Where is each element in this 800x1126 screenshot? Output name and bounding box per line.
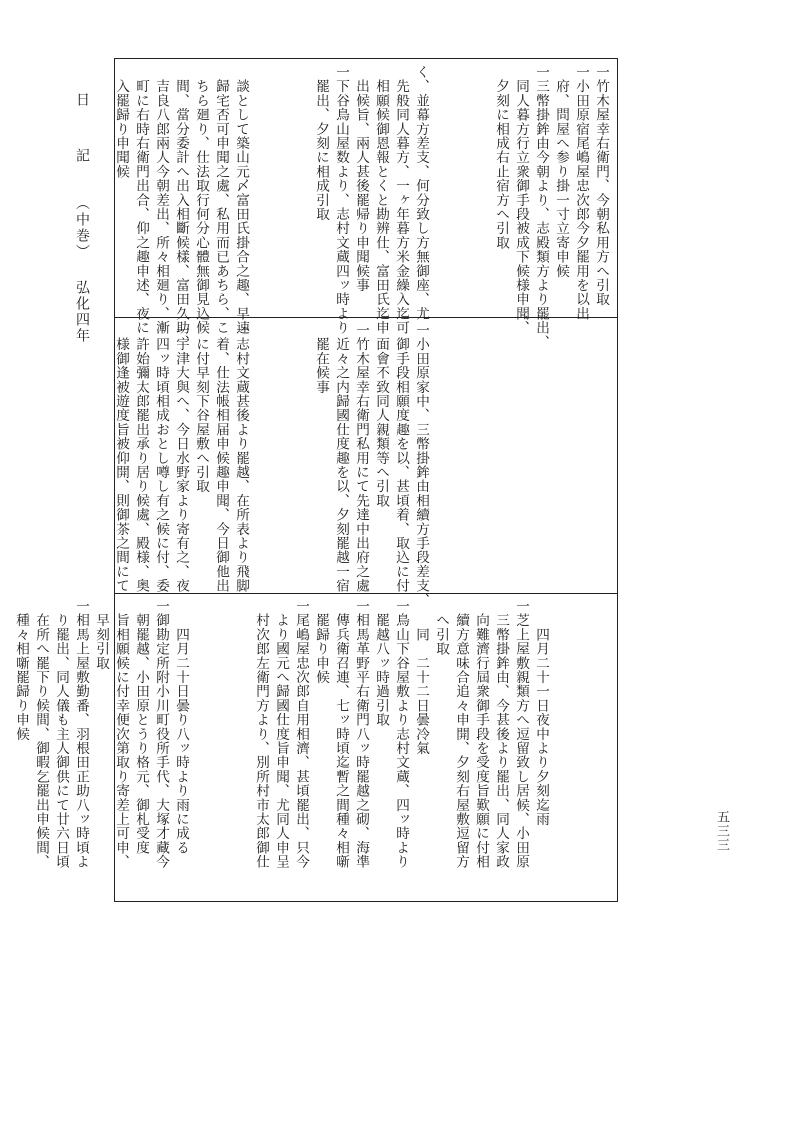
text-column: [251, 323, 271, 591]
text-column: 四ッ時頃相成おとし噂し有之候に付、委: [153, 323, 169, 593]
text-column: 一宇津大與へ、今日水野家より寄有之、夜: [173, 323, 189, 593]
text-column: 四月二十日曇り八ッ時より雨に成る: [173, 599, 189, 855]
text-column: [511, 323, 531, 591]
text-column: 旨相願候に付幸便次第取り寄差上可申、: [113, 599, 129, 869]
diary-title: 日 記: [74, 92, 90, 176]
text-column: 一志村文蔵甚後より罷越、在所表より飛脚: [233, 323, 249, 593]
text-column: 一御勘定所附小川町役所手代、大塚才藏今: [153, 599, 169, 869]
text-column: [531, 323, 551, 591]
text-column: 様御逢被遊度旨被仰開、則御茶之間にて: [113, 323, 129, 593]
text-column: 罷歸り申候: [313, 599, 329, 685]
text-column: 罷出、夕刻に相成引取: [313, 65, 329, 222]
text-column: 向難濟行屆衆御手段を受度旨歎願に付相: [473, 599, 489, 869]
text-column: 相願候御恩報とくと勘辨仕、富田氏迄申: [373, 65, 389, 335]
text-column: 町に右時右衛門出合、仰之趣申述、夜に: [133, 65, 149, 335]
text-column: [451, 65, 471, 315]
text-column: [271, 323, 291, 591]
text-column: [491, 323, 511, 591]
text-column: 入罷歸り申聞候: [113, 65, 129, 179]
text-column: 近々之内歸國仕度趣を以、夕刻罷越一宿: [333, 323, 349, 593]
text-column: 一竹木屋幸右衛門私用にて先達中出府之處: [353, 323, 369, 593]
text-column: 村次郎左衛門方より、別所村市太郎御仕: [253, 599, 269, 869]
text-column: [231, 599, 251, 899]
era-label: 弘化四年: [74, 280, 90, 344]
text-column: [571, 323, 591, 591]
text-column: 一相馬革野平右衛門八ッ時罷越之砌、海凖: [353, 599, 369, 869]
text-column: [431, 65, 451, 315]
text-column: に付早刻下谷屋敷へ引取: [193, 323, 209, 494]
text-column: 同人暮方行立衆御手段被成下候様申聞、: [513, 65, 529, 335]
text-column: [571, 599, 591, 899]
text-column: 一尾嶋屋忠次郎自用相濟、甚頃罷出、只今: [293, 599, 309, 869]
text-column: 一小田原家中、三幣掛鉾由相續方手段差支、: [413, 323, 429, 607]
text-column: り罷出、同人儀も主人御供にて廿六日頃: [53, 599, 69, 869]
text-column: 一芝上屋敷親類方へ逗留致し居候、小田原: [513, 599, 529, 869]
text-column: 一下谷鳥山屋数より、志村文蔵四ッ時より: [333, 65, 349, 335]
text-column: 着、仕法帳相届申候趣申聞、今日御他出: [213, 323, 229, 593]
text-column: 四月二十一日夜中より夕刻迄雨: [533, 599, 549, 827]
text-column: 間、當分委計へ出入相斷候樣、富田久助、: [173, 65, 189, 349]
text-column: 吉良八郎兩人今朝差出、所々相廻り、漸: [153, 65, 169, 335]
text-column: [291, 65, 311, 315]
text-column: [551, 323, 571, 591]
text-column: 三幣掛鉾由、今甚後より罷出、同人家政: [493, 599, 509, 869]
text-column: へ引取: [433, 599, 449, 656]
page-number: 五三三: [714, 810, 729, 852]
text-column: [251, 65, 271, 315]
text-column: く、並幕方差支、何分致し方無御座、尤: [413, 65, 429, 321]
lower-band: [13, 593, 617, 901]
text-column: [471, 323, 491, 591]
text-column: 先般同人暮方、一ヶ年暮方米金繰入迄可: [393, 65, 409, 335]
text-column: [551, 599, 571, 899]
text-column: 續方意味合追々申開、夕刻右屋敷逗留方: [453, 599, 469, 869]
text-column: [431, 323, 451, 591]
text-column: [0, 599, 11, 899]
text-column: 出候旨、兩人甚後罷帰り申聞候事: [353, 65, 369, 293]
text-column: 傳兵衛召連、七ッ時頃迄暫之間種々相噺: [333, 599, 349, 869]
text-column: 御手段相願度趣を以、甚頃着、取込に付: [393, 323, 409, 593]
text-column: 面會不致同人親類等へ引取: [373, 323, 389, 508]
text-column: [271, 65, 291, 315]
text-column: 一小田原宿尾嶋屋忠次郎今夕罷用を以出: [573, 65, 589, 321]
text-column: [471, 65, 491, 315]
text-column: ちら廻り、仕法取行何分心體無御見込候: [193, 65, 209, 335]
text-column: 早刻引取: [93, 599, 109, 670]
text-column: 夕刻に相成右止宿方へ引取: [493, 65, 509, 250]
text-column: 一鳥山下谷屋敷より志村文蔵、四ッ時より: [393, 599, 409, 869]
text-column: 一三幣掛鉾由今朝より、志殿類方より罷出、: [533, 65, 549, 349]
volume-label: （中巻）: [74, 196, 90, 260]
text-column: 朝罷越、小田原とうり格元、御札受度: [133, 599, 149, 855]
text-column: [291, 323, 311, 591]
text-column: 一竹木屋幸右衛門、今朝私用方へ引取: [593, 65, 609, 307]
text-column: 種々相噺罷歸り申候: [13, 599, 29, 741]
text-column: 歸宅否可申聞之處、私用而已あちら、こ: [213, 65, 229, 335]
middle-band: [113, 317, 617, 607]
text-column: 府、問屋へ参り掛一寸立寄申候: [553, 65, 569, 278]
upper-band: [113, 59, 617, 349]
text-column: 同 二十二日曇冷氣: [413, 599, 429, 756]
text-column: 一相馬上屋敷勤番、羽根田正助八ッ時頃よ: [73, 599, 89, 869]
text-column: [211, 599, 231, 899]
text-column: [451, 323, 471, 591]
text-column: [191, 599, 211, 899]
text-column: より國元へ歸國仕度旨申聞、尤同人申呈: [273, 599, 289, 869]
text-column: [591, 599, 611, 899]
running-head: [72, 92, 92, 344]
text-column: 罷在候事: [313, 323, 329, 394]
text-column: 許始彌太郎罷出承り居り候處、殿様、奥: [133, 323, 149, 593]
text-column: [591, 323, 611, 591]
text-column: 在所へ罷下り候間、御暇乞罷出申候間、: [33, 599, 49, 869]
text-column: 罷越八ッ時過引取: [373, 599, 389, 727]
text-column: 談として築山元〆富田氏掛合之趣、早速: [233, 65, 249, 335]
